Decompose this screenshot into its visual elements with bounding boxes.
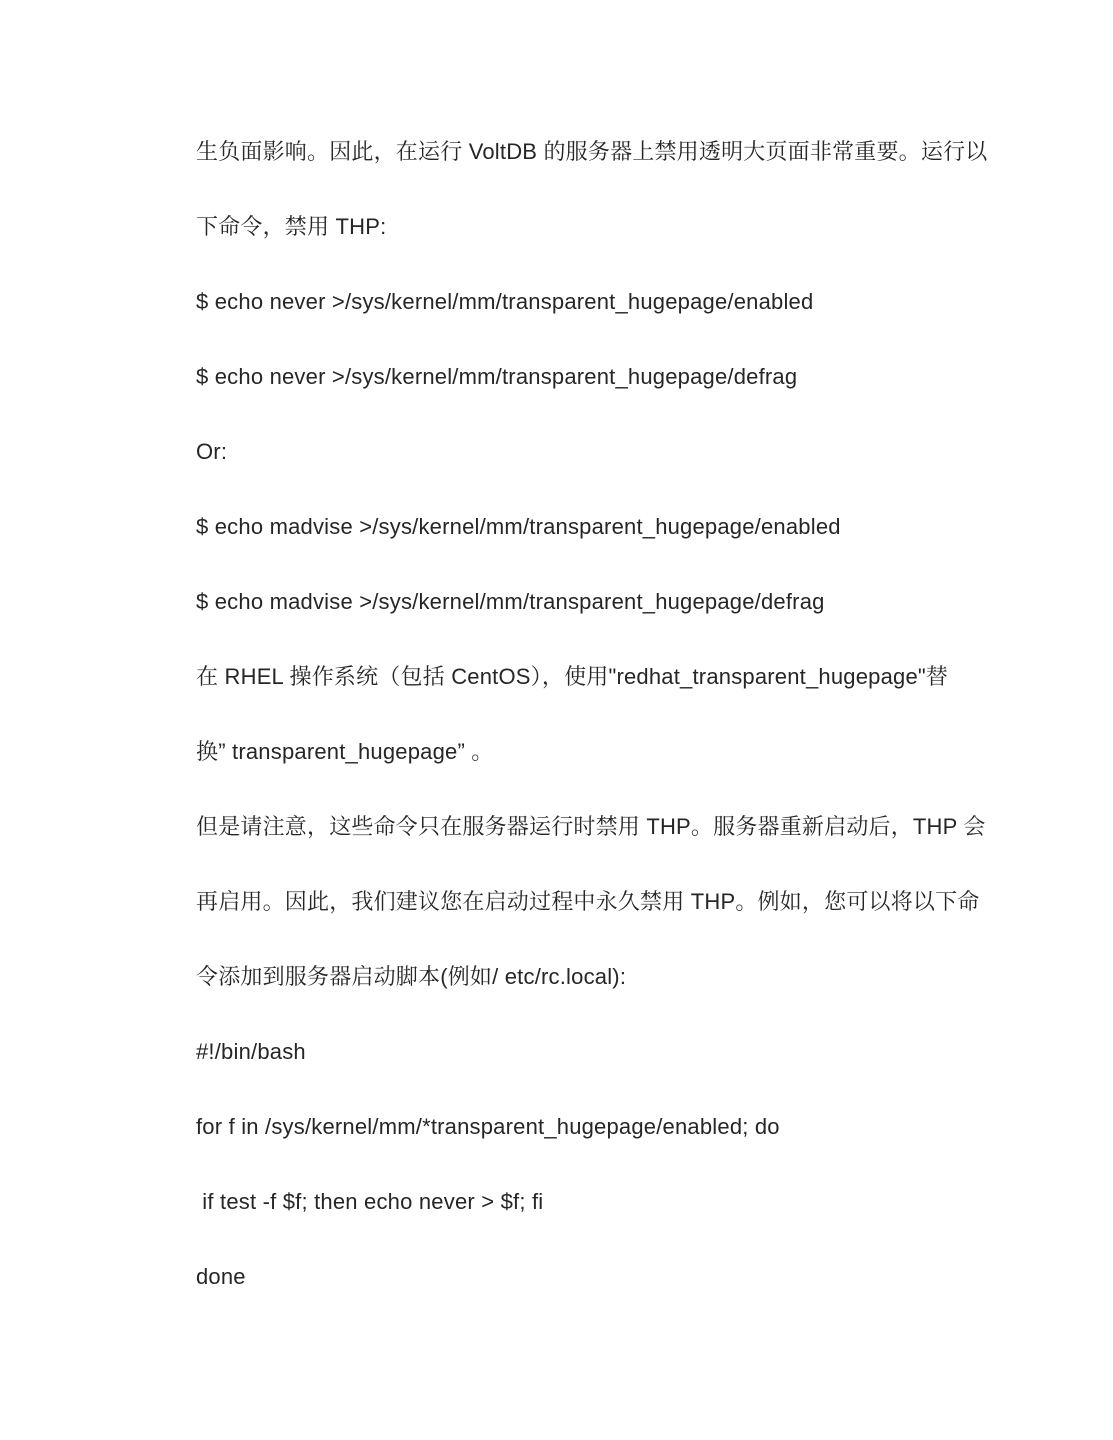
- text-line-script: #!/bin/bash: [196, 1039, 306, 1064]
- text-line: 换” transparent_hugepage” 。: [196, 739, 494, 764]
- text-line-command: $ echo never >/sys/kernel/mm/transparent_hugepage/enabled: [196, 289, 814, 314]
- text-line: 生负面影响。因此，在运行 VoltDB 的服务器上禁用透明大页面非常重要。运行以: [196, 139, 988, 164]
- text-line: 下命令，禁用 THP:: [196, 214, 387, 239]
- text-line: 但是请注意，这些命令只在服务器运行时禁用 THP。服务器重新启动后，THP 会: [196, 814, 986, 839]
- text-line: 再启用。因此，我们建议您在启动过程中永久禁用 THP。例如，您可以将以下命: [196, 889, 980, 914]
- text-line: Or:: [196, 439, 228, 464]
- text-line: 在 RHEL 操作系统（包括 CentOS），使用"redhat_transparent_hugepage"替: [196, 664, 949, 689]
- text-line-command: $ echo madvise >/sys/kernel/mm/transparent_hugepage/enabled: [196, 514, 841, 539]
- text-line-script: for f in /sys/kernel/mm/*transparent_hugepage/enabled; do: [196, 1114, 780, 1139]
- text-line-script: if test -f $f; then echo never > $f; fi: [196, 1189, 544, 1214]
- text-block: [196, 114, 1056, 1314]
- text-line-command: $ echo never >/sys/kernel/mm/transparent_hugepage/defrag: [196, 364, 798, 389]
- text-line-command: $ echo madvise >/sys/kernel/mm/transparent_hugepage/defrag: [196, 589, 825, 614]
- text-line-script: done: [196, 1264, 246, 1289]
- text-line: 令添加到服务器启动脚本(例如/ etc/rc.local):: [196, 964, 627, 989]
